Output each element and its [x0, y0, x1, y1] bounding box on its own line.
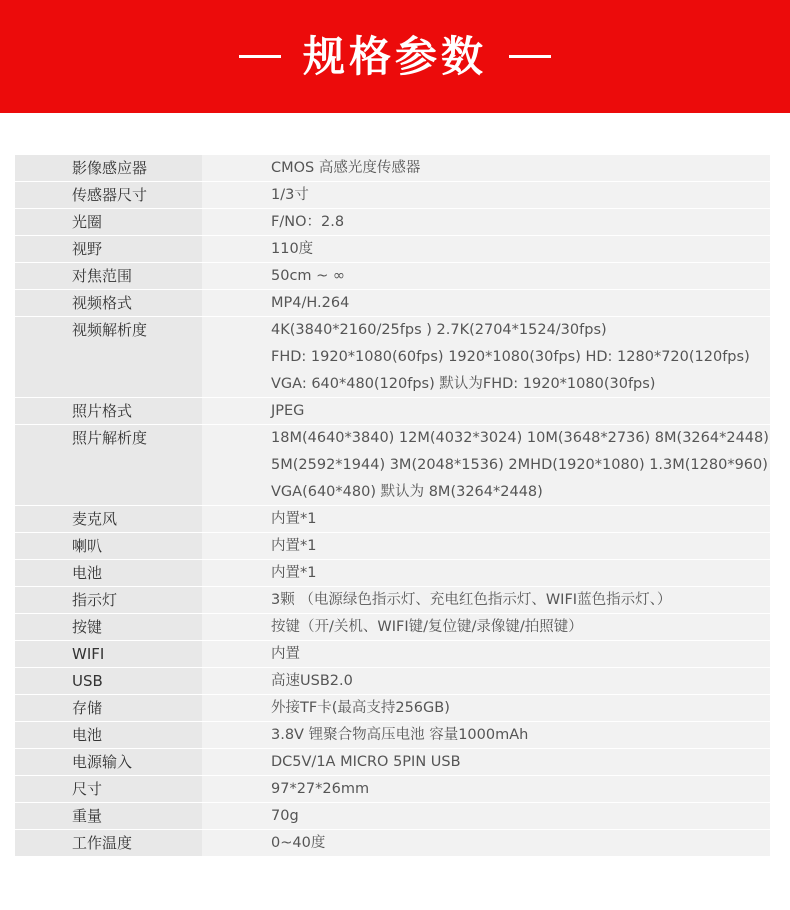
spec-value-line: F/NO：2.8 [271, 214, 345, 230]
spec-value-line: 按键（开/关机、WIFI键/复位键/录像键/拍照键） [271, 619, 583, 635]
spec-label: 电池 [15, 722, 202, 749]
spec-value [202, 560, 770, 587]
spec-label: 视野 [15, 236, 202, 263]
spec-value [202, 830, 770, 857]
row-divider [15, 856, 770, 857]
spec-value-line: FHD: 1920*1080(60fps) 1920*1080(30fps) HD: 1280*720(120fps) [271, 349, 750, 365]
spec-value [202, 776, 770, 803]
spec-value-line: 3.8V 锂聚合物高压电池 容量1000mAh [271, 727, 529, 743]
spec-label: 指示灯 [15, 587, 202, 614]
spec-label: 视频格式 [15, 290, 202, 317]
spec-value-line: 70g [271, 808, 299, 824]
spec-row [15, 182, 770, 209]
spec-value [202, 695, 770, 722]
spec-value [202, 398, 770, 425]
spec-label: 麦克风 [15, 506, 202, 533]
spec-row [15, 722, 770, 749]
spec-value [202, 803, 770, 830]
spec-row [15, 776, 770, 803]
spec-value [202, 749, 770, 776]
spec-value-line: VGA: 640*480(120fps) 默认为FHD: 1920*1080(30fps) [271, 376, 656, 392]
spec-label: 影像感应器 [15, 155, 202, 182]
spec-label: 重量 [15, 803, 202, 830]
spec-value [202, 425, 770, 506]
spec-value [202, 182, 770, 209]
spec-row [15, 506, 770, 533]
spec-value-line: 0~40度 [271, 835, 326, 851]
header-banner [0, 0, 790, 113]
spec-value-line: MP4/H.264 [271, 295, 350, 311]
spec-value [202, 533, 770, 560]
spec-value-line: VGA(640*480) 默认为 8M(3264*2448) [271, 484, 543, 500]
spec-value-line: 内置 [271, 646, 300, 662]
spec-row [15, 695, 770, 722]
spec-value [202, 506, 770, 533]
spec-row [15, 614, 770, 641]
spec-value-line: 97*27*26mm [271, 781, 370, 797]
spec-row [15, 803, 770, 830]
spec-value-line: 高速USB2.0 [271, 673, 353, 689]
spec-row [15, 560, 770, 587]
spec-value [202, 614, 770, 641]
spec-row [15, 290, 770, 317]
spec-value-line: JPEG [271, 403, 305, 419]
spec-label: 存储 [15, 695, 202, 722]
spec-value-line: 1/3寸 [271, 187, 309, 203]
spec-label: 光圈 [15, 209, 202, 236]
spec-value [202, 236, 770, 263]
spec-label: 对焦范围 [15, 263, 202, 290]
spec-value-line: 18M(4640*3840) 12M(4032*3024) 10M(3648*2736) 8M(3264*2448) [271, 430, 769, 446]
spec-label: 电源输入 [15, 749, 202, 776]
spec-value-line: 内置*1 [271, 511, 317, 527]
spec-table [15, 155, 770, 876]
spec-row [15, 398, 770, 425]
title-left-dash [239, 55, 281, 58]
spec-value [202, 587, 770, 614]
spec-value-line: 50cm ~ ∞ [271, 268, 345, 284]
page-title: 规格参数 [302, 31, 487, 81]
spec-value-line: 内置*1 [271, 538, 317, 554]
spec-row [15, 533, 770, 560]
spec-label: 照片解析度 [15, 425, 202, 506]
spec-value [202, 209, 770, 236]
spec-label: 喇叭 [15, 533, 202, 560]
spec-value-line: 内置*1 [271, 565, 317, 581]
spec-label: 照片格式 [15, 398, 202, 425]
spec-row [15, 425, 770, 506]
spec-row [15, 668, 770, 695]
spec-value [202, 263, 770, 290]
spec-value [202, 317, 770, 398]
spec-value-line: DC5V/1A MICRO 5PIN USB [271, 754, 461, 770]
spec-label: 视频解析度 [15, 317, 202, 398]
spec-value-line: 外接TF卡(最高支持256GB) [271, 700, 450, 716]
spec-value-line: 5M(2592*1944) 3M(2048*1536) 2MHD(1920*1080) 1.3M(1280*960) [271, 457, 768, 473]
spec-row [15, 587, 770, 614]
spec-value [202, 290, 770, 317]
spec-label: 按键 [15, 614, 202, 641]
spec-value [202, 668, 770, 695]
spec-label: 尺寸 [15, 776, 202, 803]
spec-row [15, 209, 770, 236]
spec-row [15, 317, 770, 398]
spec-label: WIFI [15, 641, 202, 668]
spec-value-line: 3颗 （电源绿色指示灯、充电红色指示灯、WIFI蓝色指示灯、） [271, 592, 672, 608]
spec-value [202, 722, 770, 749]
spec-row [15, 236, 770, 263]
spec-value [202, 641, 770, 668]
spec-label: 工作温度 [15, 830, 202, 857]
spec-row [15, 155, 770, 182]
spec-row [15, 749, 770, 776]
spec-value-line: 110度 [271, 241, 314, 257]
spec-row [15, 641, 770, 668]
spec-label: 电池 [15, 560, 202, 587]
title-right-dash [509, 55, 551, 58]
spec-value [202, 155, 770, 182]
spec-row [15, 830, 770, 857]
spec-value-line: 4K(3840*2160/25fps ) 2.7K(2704*1524/30fps) [271, 322, 607, 338]
spec-value-line: CMOS 高感光度传感器 [271, 160, 421, 176]
spec-row [15, 263, 770, 290]
spec-label: 传感器尺寸 [15, 182, 202, 209]
spec-label: USB [15, 668, 202, 695]
